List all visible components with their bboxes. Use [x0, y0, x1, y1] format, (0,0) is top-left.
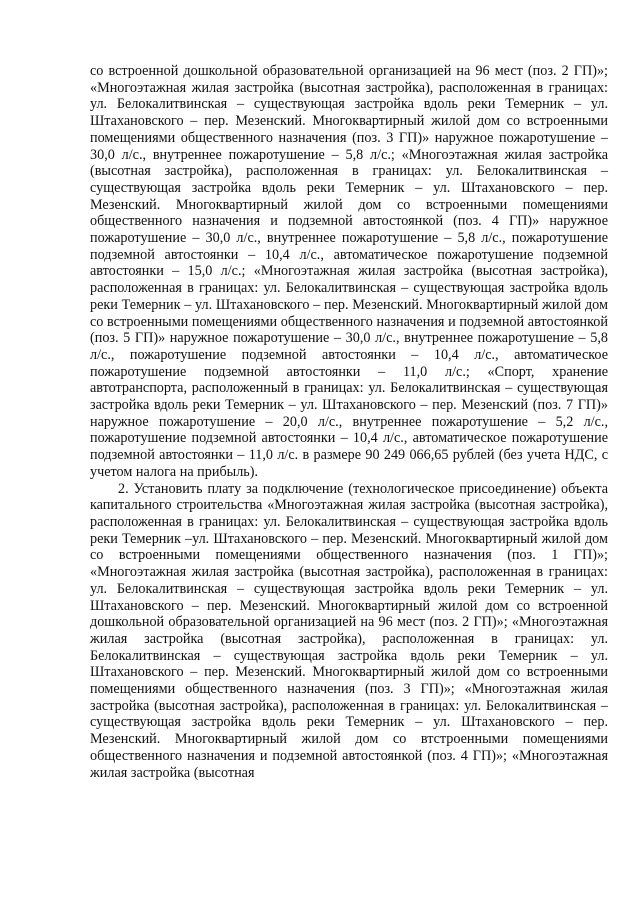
paragraph-continuation: со встроенной дошкольной образовательной организацией на 96 мест (поз. 2 ГП)»; «Многоэтажная жилая застройка (высотная застройка), расположенная в границах: ул. Белокалитвинская – существующая застройка вдоль реки Темерник – ул. Штахановского – пер. Мезенский. Многоквартирный жилой дом со встроенными помещениями общественного назначения (поз. 3 ГП)» наружное пожаротушение – 30,0 л/с., внутреннее пожаротушение – 5,8 л/с.; «Многоэтажная жилая застройка (высотная застройка), расположенная в границах: ул. Белокалитвинская – существующая застройка вдоль реки Темерник – ул. Штахановского – пер. Мезенский. Многоквартирный жилой дом со встроенными помещениями общественного назначения и подземной автостоянкой (поз. 4 ГП)» наружное пожаротушение – 30,0 л/с., внутреннее пожаротушение – 5,8 л/с., пожаротушение подземной автостоянки – 10,4 л/с., автоматическое пожаротушение подземной автостоянки – 15,0 л/с.; «Многоэтажная жилая застройка (высотная застройка), расположенная в границах: ул. Белокалитвинская – существующая застройка вдоль реки Темерник – ул. Штахановского – пер. Мезенский. Многоквартирный жилой дом со встроенными помещениями общественного назначения и подземной автостоянкой (поз. 5 ГП)» наружное пожаротушение – 30,0 л/с., внутреннее пожаротушение – 5,8 л/с., пожаротушение подземной автостоянки – 10,4 л/с., автоматическое пожаротушение подземной автостоянки – 11,0 л/с.; «Спорт, хранение автотранспорта, расположенный в границах: ул. Белокалитвинская – существующая застройка вдоль реки Темерник – ул. Штахановского – пер. Мезенский (поз. 7 ГП)» наружное пожаротушение – 20,0 л/с., внутреннее пожаротушение – 5,2 л/с., пожаротушение подземной автостоянки – 10,4 л/с., автоматическое пожаротушение подземной автостоянки – 11,0 л/с. в размере 90 249 066,65 рублей (без учета НДС, с учетом налога на прибыль). — [90, 63, 608, 480]
paragraph-item-2: 2. Установить плату за подключение (технологическое присоединение) объекта капитального строительства «Многоэтажная жилая застройка (высотная застройка), расположенная в границах: ул. Белокалитвинская – существующая застройка вдоль реки Темерник –ул. Штахановского – пер. Мезенский. Многоквартирный жилой дом со встроенными помещениями общественного назначения (поз. 1 ГП)»; «Многоэтажная жилая застройка (высотная застройка), расположенная в границах: ул. Белокалитвинская – существующая застройка вдоль реки Темерник – ул. Штахановского – пер. Мезенский. Многоквартирный жилой дом со встроенной дошкольной образовательной организацией на 96 мест (поз. 2 ГП)»; «Многоэтажная жилая застройка (высотная застройка), расположенная в границах: ул. Белокалитвинская – существующая застройка вдоль реки Темерник – ул. Штахановского – пер. Мезенский. Многоквартирный жилой дом со встроенными помещениями общественного назначения (поз. 3 ГП)»; «Многоэтажная жилая застройка (высотная застройка), расположенная в границах: ул. Белокалитвинская – существующая застройка вдоль реки Темерник – ул. Штахановского – пер. Мезенский. Многоквартирный жилой дом со втстроенными помещениями общественного назначения и подземной автостоянкой (поз. 4 ГП)»; «Многоэтажная жилая застройка (высотная — [90, 480, 608, 781]
document-body — [90, 63, 608, 781]
